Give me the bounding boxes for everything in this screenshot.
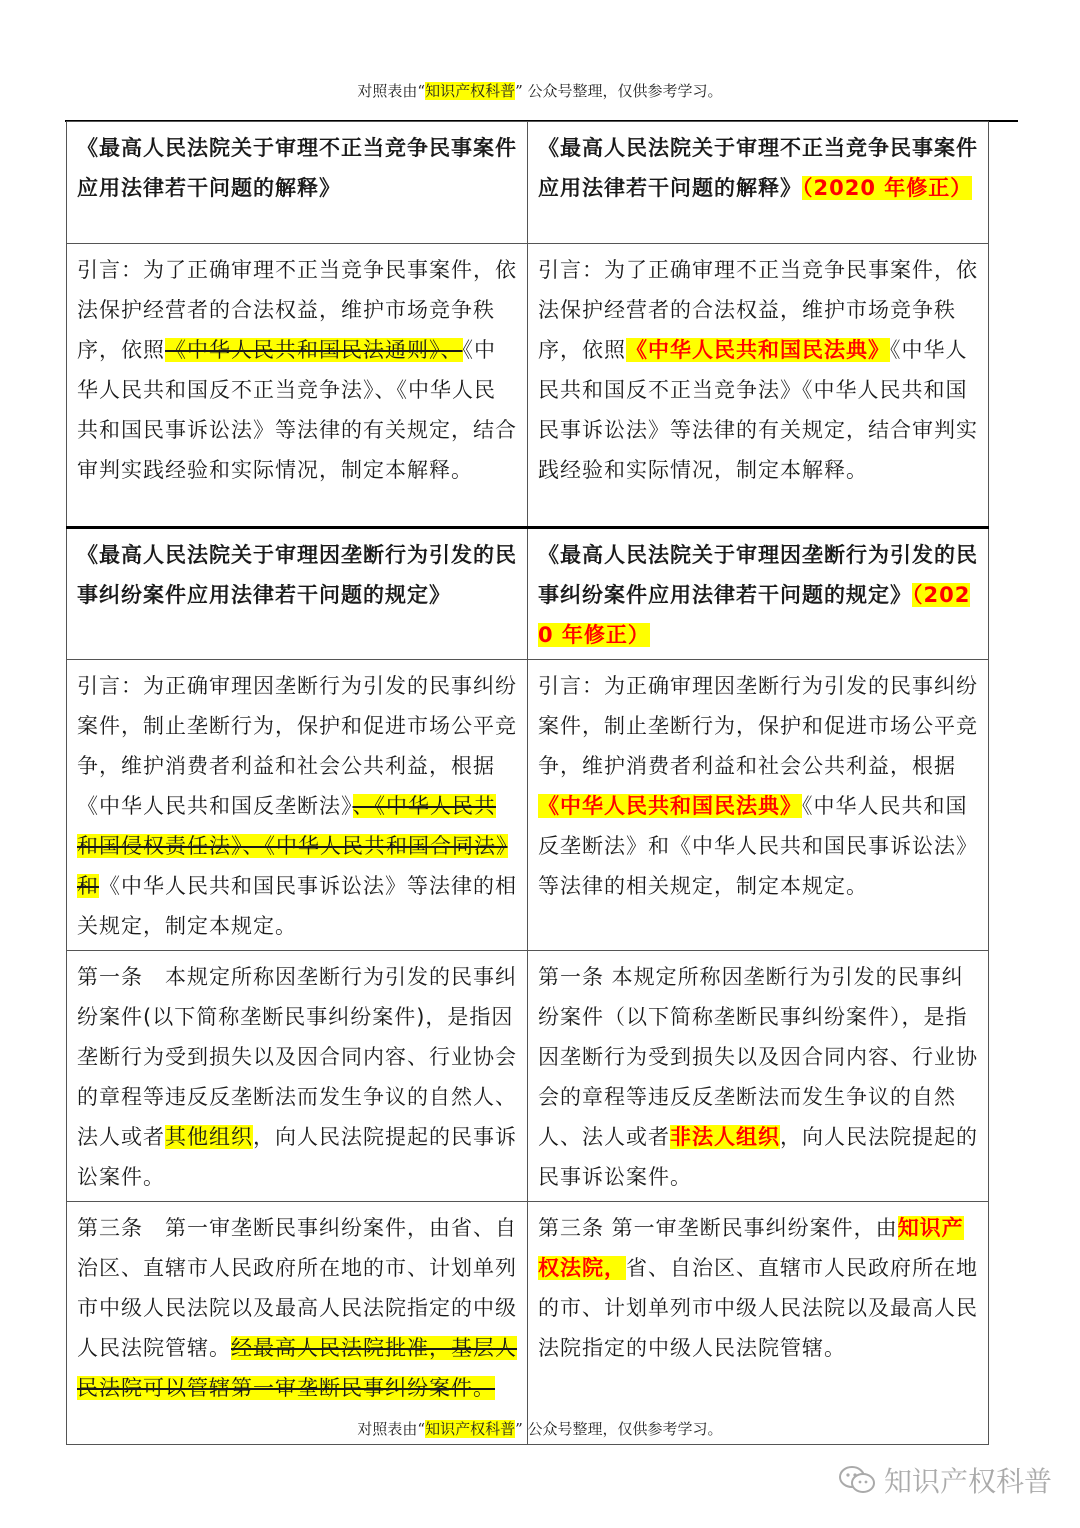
- old-title: 《最高人民法院关于审理不正当竞争民事案件应用法律若干问题的解释》: [77, 136, 517, 200]
- footer-note-highlight: 知识产权科普: [425, 1420, 516, 1438]
- old-text: 引言：为正确审理因垄断行为引发的民事纠纷案件，制止垄断行为，保护和促进市场公平竞争，维护消费者利益和社会公共利益，根据《中华人民共和国反垄断法》: [77, 674, 517, 818]
- table-row: [67, 951, 989, 1202]
- revision-tag: （2020 年修正）: [538, 583, 971, 647]
- header-note-pre: 对照表由“: [357, 82, 426, 100]
- revision-tag: （2020 年修正）: [802, 176, 973, 200]
- old-text-cell: [67, 951, 528, 1202]
- new-text: 省、自治区、直辖市人民政府所在地的市、计划单列市中级人民法院以及最高人民法院指定的中级人民法院管辖。: [538, 1256, 978, 1360]
- old-text: 第三条 第一审垄断民事纠纷案件，由省、自治区、直辖市人民政府所在地的市、计划单列市中级人民法院以及最高人民法院指定的中级人民法院管辖。: [77, 1216, 517, 1360]
- new-title-cell: [528, 122, 989, 244]
- new-title: 《最高人民法院关于审理不正当竞争民事案件应用法律若干问题的解释》: [538, 136, 978, 200]
- new-text-cell: [528, 244, 989, 528]
- table-row: [67, 660, 989, 951]
- new-text: ，向人民法院提起的民事诉讼案件。: [538, 1125, 978, 1189]
- changed-text: 其他组织: [165, 1125, 253, 1149]
- footer-note-pre: 对照表由“: [357, 1420, 426, 1438]
- wechat-icon: [838, 1465, 876, 1495]
- table-row: [67, 1202, 989, 1445]
- new-text: 第一条 本规定所称因垄断行为引发的民事纠纷案件（以下简称垄断民事纠纷案件），是指因垄断行为受到损失以及因合同内容、行业协会的章程等违反反垄断法而发生争议的自然人、法人或者: [538, 965, 978, 1149]
- account-watermark: [838, 1460, 1052, 1500]
- header-note-highlight: 知识产权科普: [425, 82, 516, 100]
- old-text: 《中华人民共和国民事诉讼法》等法律的相关规定，制定本规定。: [77, 874, 517, 938]
- added-text: 《中华人民共和国民法典》: [538, 794, 802, 818]
- header-note: [0, 80, 1080, 101]
- table-row: [67, 122, 989, 244]
- deleted-text: 经最高人民法院批准，基层人民法院可以管辖第一审垄断民事纠纷案件。: [77, 1336, 517, 1400]
- new-text-cell: [528, 660, 989, 951]
- old-text-cell: [67, 660, 528, 951]
- new-title-cell: [528, 528, 989, 660]
- old-text: 第一条 本规定所称因垄断行为引发的民事纠纷案件(以下简称垄断民事纠纷案件)，是指因垄断行为受到损失以及因合同内容、行业协会的章程等违反反垄断法而发生争议的自然人、法人或者: [77, 965, 517, 1149]
- added-text: 非法人组织: [670, 1125, 780, 1149]
- old-title-cell: [67, 528, 528, 660]
- table-row: [67, 528, 989, 660]
- added-text: 《中华人民共和国民法典》: [626, 338, 890, 362]
- old-text-cell: [67, 1202, 528, 1445]
- deleted-text: 《中华人民共和国民法通则》、: [165, 338, 463, 362]
- new-text: 引言：为了正确审理不正当竞争民事案件，依法保护经营者的合法权益，维护市场竞争秩序，依照: [538, 258, 978, 362]
- new-text: 第三条 第一审垄断民事纠纷案件，由: [538, 1216, 898, 1240]
- old-text: 引言：为了正确审理不正当竞争民事案件，依法保护经营者的合法权益，维护市场竞争秩序，依照: [77, 258, 517, 362]
- old-text: ，向人民法院提起的民事诉讼案件。: [77, 1125, 517, 1189]
- new-text: 引言：为正确审理因垄断行为引发的民事纠纷案件，制止垄断行为，保护和促进市场公平竞争，维护消费者利益和社会公共利益，根据: [538, 674, 978, 778]
- table-row: [67, 244, 989, 528]
- footer-note-post: ” 公众号整理，仅供参考学习。: [515, 1420, 723, 1438]
- old-text-cell: [67, 244, 528, 528]
- watermark-text: 知识产权科普: [884, 1465, 1053, 1498]
- new-text-cell: [528, 1202, 989, 1445]
- comparison-table: [66, 121, 989, 1445]
- new-text: 《中华人民共和国反不正当竞争法》《中华人民共和国民事诉讼法》等法律的有关规定，结合审判实践经验和实际情况，制定本解释。: [538, 338, 978, 482]
- old-title: 《最高人民法院关于审理因垄断行为引发的民事纠纷案件应用法律若干问题的规定》: [77, 543, 517, 607]
- header-note-post: ” 公众号整理，仅供参考学习。: [515, 82, 723, 100]
- footer-note: [0, 1418, 1080, 1439]
- old-title-cell: [67, 122, 528, 244]
- new-text-cell: [528, 951, 989, 1202]
- deleted-text: 、《中华人民共和国侵权责任法》、《中华人民共和国合同法》和: [77, 794, 508, 898]
- new-text: 《中华人民共和国反垄断法》和《中华人民共和国民事诉讼法》等法律的相关规定，制定本规定。: [538, 794, 978, 898]
- added-text: 知识产权法院，: [538, 1216, 964, 1280]
- old-text: 《中华人民共和国反不正当竞争法》、《中华人民共和国民事诉讼法》等法律的有关规定，结合审判实践经验和实际情况，制定本解释。: [77, 338, 517, 482]
- new-title: 《最高人民法院关于审理因垄断行为引发的民事纠纷案件应用法律若干问题的规定》: [538, 543, 978, 607]
